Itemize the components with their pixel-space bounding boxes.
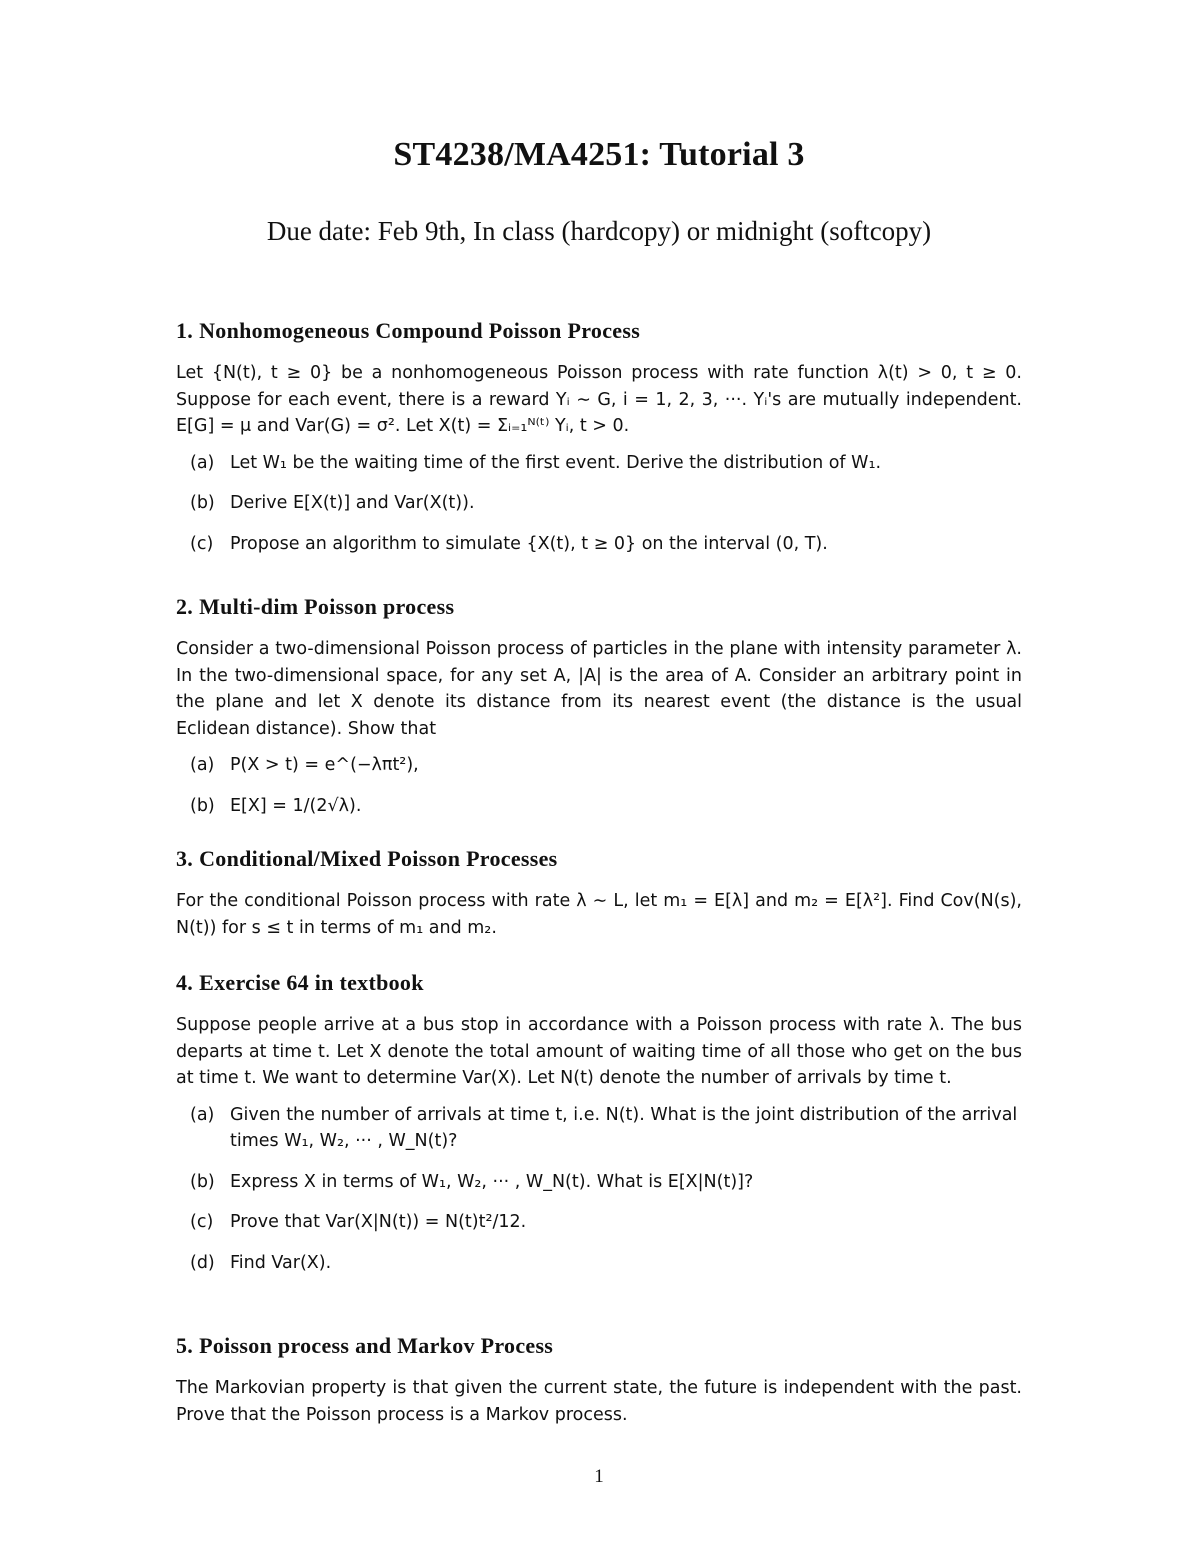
section-body: Let {N(t), t ≥ 0} be a nonhomogeneous Poisson process with rate function λ(t) > 0, t ≥ 0. Suppose for each event, there is a reward Yᵢ ∼ G, i = 1, 2, 3, ···. Yᵢ's are mutually independent. E[G] = μ and Var(G) = σ². Let X(t) = Σᵢ₌₁ᴺ⁽ᵗ⁾ Yᵢ, t > 0. bbox=[176, 363, 1022, 436]
question-item bbox=[176, 1169, 1022, 1196]
page-title: ST4238/MA4251: Tutorial 3 bbox=[393, 136, 805, 173]
question-item bbox=[176, 531, 1022, 558]
question-label: (b) bbox=[190, 1171, 215, 1192]
question-item bbox=[176, 1102, 1022, 1155]
section-number: 5. bbox=[176, 1333, 194, 1358]
question-item bbox=[176, 752, 1022, 779]
section-heading bbox=[176, 318, 1022, 344]
question-label: (a) bbox=[190, 452, 215, 473]
question-label: (c) bbox=[190, 533, 214, 554]
question-list bbox=[176, 450, 1022, 558]
question-text: Find Var(X). bbox=[230, 1252, 332, 1273]
section-heading bbox=[176, 1333, 1022, 1359]
question-label: (a) bbox=[190, 755, 215, 775]
question-text: Prove that Var(X|N(t)) = N(t)t²/12. bbox=[230, 1212, 527, 1232]
section-title: Poisson process and Markov Process bbox=[199, 1333, 554, 1358]
question-label: (a) bbox=[190, 1104, 215, 1125]
question-text: Given the number of arrivals at time t, i.e. N(t). What is the joint distribution of the arrival times W₁, W₂, ··· , W_N(t)? bbox=[230, 1104, 1018, 1151]
page-number: 1 bbox=[594, 1466, 604, 1487]
question-text: Propose an algorithm to simulate {X(t), t ≥ 0} on the interval (0, T). bbox=[230, 533, 828, 554]
question-label: (d) bbox=[190, 1252, 215, 1273]
question-text: Derive E[X(t)] and Var(X(t)). bbox=[230, 493, 475, 513]
section-body: The Markovian property is that given the current state, the future is independent with the past. Prove that the Poisson process is a Markov process. bbox=[176, 1378, 1022, 1425]
question-text: Express X in terms of W₁, W₂, ··· , W_N(t). What is E[X|N(t)]? bbox=[230, 1171, 754, 1192]
section-body: Consider a two-dimensional Poisson process of particles in the plane with intensity parameter λ. In the two-dimensional space, for any set A, |A| is the area of A. Consider an arbitrary point in the plane and let X denote its distance from its nearest event (the distance is the usual Eclidean distance). Show that bbox=[176, 639, 1022, 739]
question-label: (b) bbox=[190, 493, 215, 513]
question-item bbox=[176, 793, 1022, 820]
question-item bbox=[176, 450, 1022, 477]
due-date-subtitle: Due date: Feb 9th, In class (hardcopy) or midnight (softcopy) bbox=[266, 216, 932, 246]
section-body: Suppose people arrive at a bus stop in accordance with a Poisson process with rate λ. The bus departs at time t. Let X denote the total amount of waiting time of all those who get on the bus at time t. We want to determine Var(X). Let N(t) denote the number of arrivals by time t. bbox=[176, 1015, 1022, 1088]
section-1 bbox=[176, 318, 1022, 571]
section-title: Nonhomogeneous Compound Poisson Process bbox=[199, 318, 641, 343]
section-5 bbox=[176, 1333, 1022, 1428]
question-list bbox=[176, 1102, 1022, 1277]
question-item bbox=[176, 1209, 1022, 1236]
question-list bbox=[176, 752, 1022, 819]
section-number: 3. bbox=[176, 846, 194, 871]
question-label: (c) bbox=[190, 1212, 214, 1232]
question-text: E[X] = 1/(2√λ). bbox=[230, 795, 362, 816]
section-2 bbox=[176, 594, 1022, 833]
section-title: Multi-dim Poisson process bbox=[199, 594, 455, 619]
question-text: Let W₁ be the waiting time of the first event. Derive the distribution of W₁. bbox=[230, 452, 882, 473]
section-3 bbox=[176, 846, 1022, 941]
section-number: 4. bbox=[176, 970, 194, 995]
question-label: (b) bbox=[190, 795, 215, 816]
section-heading bbox=[176, 846, 1022, 872]
question-item bbox=[176, 1250, 1022, 1277]
question-text: P(X > t) = e^(−λπt²), bbox=[230, 755, 419, 775]
section-heading bbox=[176, 970, 1022, 996]
section-body: For the conditional Poisson process with rate λ ∼ L, let m₁ = E[λ] and m₂ = E[λ²]. Find Cov(N(s), N(t)) for s ≤ t in terms of m₁ and m₂. bbox=[176, 891, 1022, 938]
section-heading bbox=[176, 594, 1022, 620]
section-4 bbox=[176, 970, 1022, 1290]
question-item bbox=[176, 490, 1022, 517]
section-number: 1. bbox=[176, 318, 194, 343]
section-title: Exercise 64 in textbook bbox=[199, 970, 424, 995]
section-number: 2. bbox=[176, 594, 194, 619]
section-title: Conditional/Mixed Poisson Processes bbox=[199, 846, 558, 871]
